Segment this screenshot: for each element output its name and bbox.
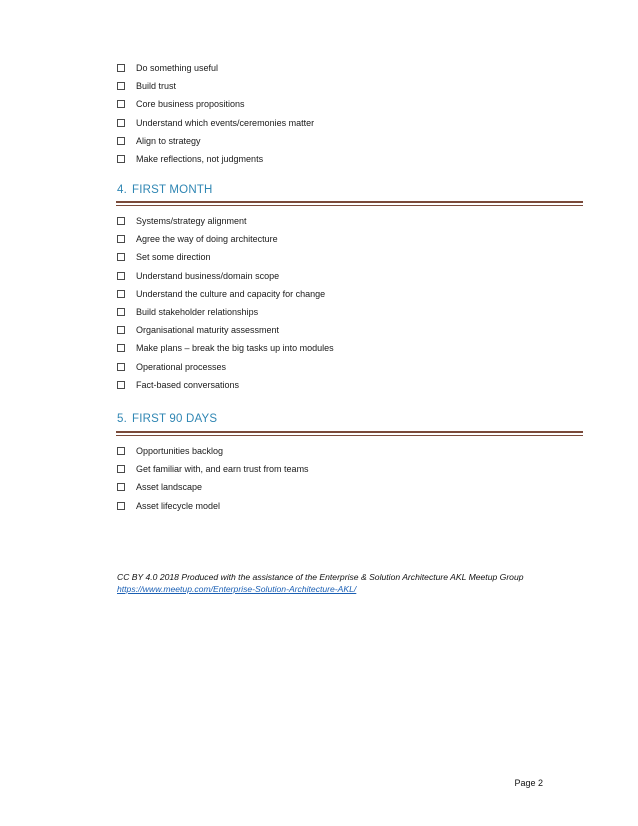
checklist-item-label: Agree the way of doing architecture bbox=[136, 234, 278, 245]
checkbox-icon[interactable] bbox=[117, 447, 125, 455]
checklist-item-label: Align to strategy bbox=[136, 135, 201, 146]
checklist-item-label: Asset landscape bbox=[136, 482, 203, 493]
checkbox-icon[interactable] bbox=[117, 155, 125, 163]
checklist-item-label: Systems/strategy alignment bbox=[136, 216, 247, 227]
section-title: FIRST 90 DAYS bbox=[132, 413, 218, 425]
checklist-item-label: Do something useful bbox=[136, 63, 219, 74]
checklist-item-label: Understand which events/ceremonies matter bbox=[136, 117, 315, 128]
checklist-item bbox=[117, 150, 314, 168]
section-heading-first-month bbox=[117, 184, 213, 196]
checkbox-icon[interactable] bbox=[117, 119, 125, 127]
checklist-item-label: Operational processes bbox=[136, 361, 227, 372]
checklist-first-90-days bbox=[117, 442, 309, 515]
checkbox-icon[interactable] bbox=[117, 381, 125, 389]
checkbox-icon[interactable] bbox=[117, 253, 125, 261]
checkbox-icon[interactable] bbox=[117, 82, 125, 90]
section-rule bbox=[116, 431, 583, 433]
checklist-item bbox=[117, 132, 314, 150]
checklist-item bbox=[117, 95, 314, 113]
checklist-item bbox=[117, 267, 334, 285]
license-credit: CC BY 4.0 2018 Produced with the assistance of the Enterprise & Solution Architecture AKL Meetup Group bbox=[117, 572, 524, 582]
checklist-item-label: Make plans – break the big tasks up into modules bbox=[136, 343, 334, 354]
section-rule bbox=[116, 201, 583, 203]
checklist-item-label: Understand the culture and capacity for change bbox=[136, 288, 326, 299]
section-number: 4. bbox=[117, 184, 127, 196]
checkbox-icon[interactable] bbox=[117, 217, 125, 225]
meetup-link[interactable]: https://www.meetup.com/Enterprise-Solution-Architecture-AKL/ bbox=[117, 584, 357, 594]
checkbox-icon[interactable] bbox=[117, 272, 125, 280]
checklist-item bbox=[117, 478, 309, 496]
checklist-item-label: Organisational maturity assessment bbox=[136, 325, 280, 336]
checkbox-icon[interactable] bbox=[117, 308, 125, 316]
checkbox-icon[interactable] bbox=[117, 326, 125, 334]
section-title: FIRST MONTH bbox=[132, 184, 213, 196]
page-number: Page 2 bbox=[514, 778, 543, 788]
footer-credit-block bbox=[117, 572, 524, 594]
checklist-item-label: Build trust bbox=[136, 81, 177, 92]
checklist-item bbox=[117, 230, 334, 248]
checklist-item bbox=[117, 497, 309, 515]
checkbox-icon[interactable] bbox=[117, 465, 125, 473]
section-rule-secondary bbox=[116, 205, 583, 206]
checklist-item bbox=[117, 114, 314, 132]
checklist-item-label: Core business propositions bbox=[136, 99, 245, 110]
checklist-item bbox=[117, 303, 334, 321]
section-rule-secondary bbox=[116, 435, 583, 436]
checklist-item bbox=[117, 358, 334, 376]
checkbox-icon[interactable] bbox=[117, 290, 125, 298]
checkbox-icon[interactable] bbox=[117, 502, 125, 510]
checklist-item-label: Understand business/domain scope bbox=[136, 270, 280, 281]
checklist-item-label: Build stakeholder relationships bbox=[136, 307, 259, 318]
checklist-item-label: Opportunities backlog bbox=[136, 446, 224, 457]
checklist-item bbox=[117, 212, 334, 230]
checklist-item bbox=[117, 460, 309, 478]
checkbox-icon[interactable] bbox=[117, 100, 125, 108]
checklist-item bbox=[117, 248, 334, 266]
section-number: 5. bbox=[117, 413, 127, 425]
checklist-item-label: Fact-based conversations bbox=[136, 379, 240, 390]
checklist-item bbox=[117, 376, 334, 394]
checklist-item bbox=[117, 285, 334, 303]
checklist-item-label: Asset lifecycle model bbox=[136, 500, 221, 511]
checklist-item-label: Set some direction bbox=[136, 252, 211, 263]
checklist-first-month bbox=[117, 212, 334, 394]
checklist-item bbox=[117, 442, 309, 460]
checkbox-icon[interactable] bbox=[117, 344, 125, 352]
section-heading-first-90-days bbox=[117, 413, 217, 425]
checklist-item bbox=[117, 339, 334, 357]
checklist-continued bbox=[117, 59, 314, 168]
checkbox-icon[interactable] bbox=[117, 137, 125, 145]
checklist-item bbox=[117, 321, 334, 339]
checklist-item bbox=[117, 77, 314, 95]
checklist-item bbox=[117, 59, 314, 77]
checkbox-icon[interactable] bbox=[117, 64, 125, 72]
checkbox-icon[interactable] bbox=[117, 483, 125, 491]
checkbox-icon[interactable] bbox=[117, 235, 125, 243]
checkbox-icon[interactable] bbox=[117, 363, 125, 371]
checklist-item-label: Make reflections, not judgments bbox=[136, 154, 264, 165]
checklist-item-label: Get familiar with, and earn trust from teams bbox=[136, 464, 309, 475]
